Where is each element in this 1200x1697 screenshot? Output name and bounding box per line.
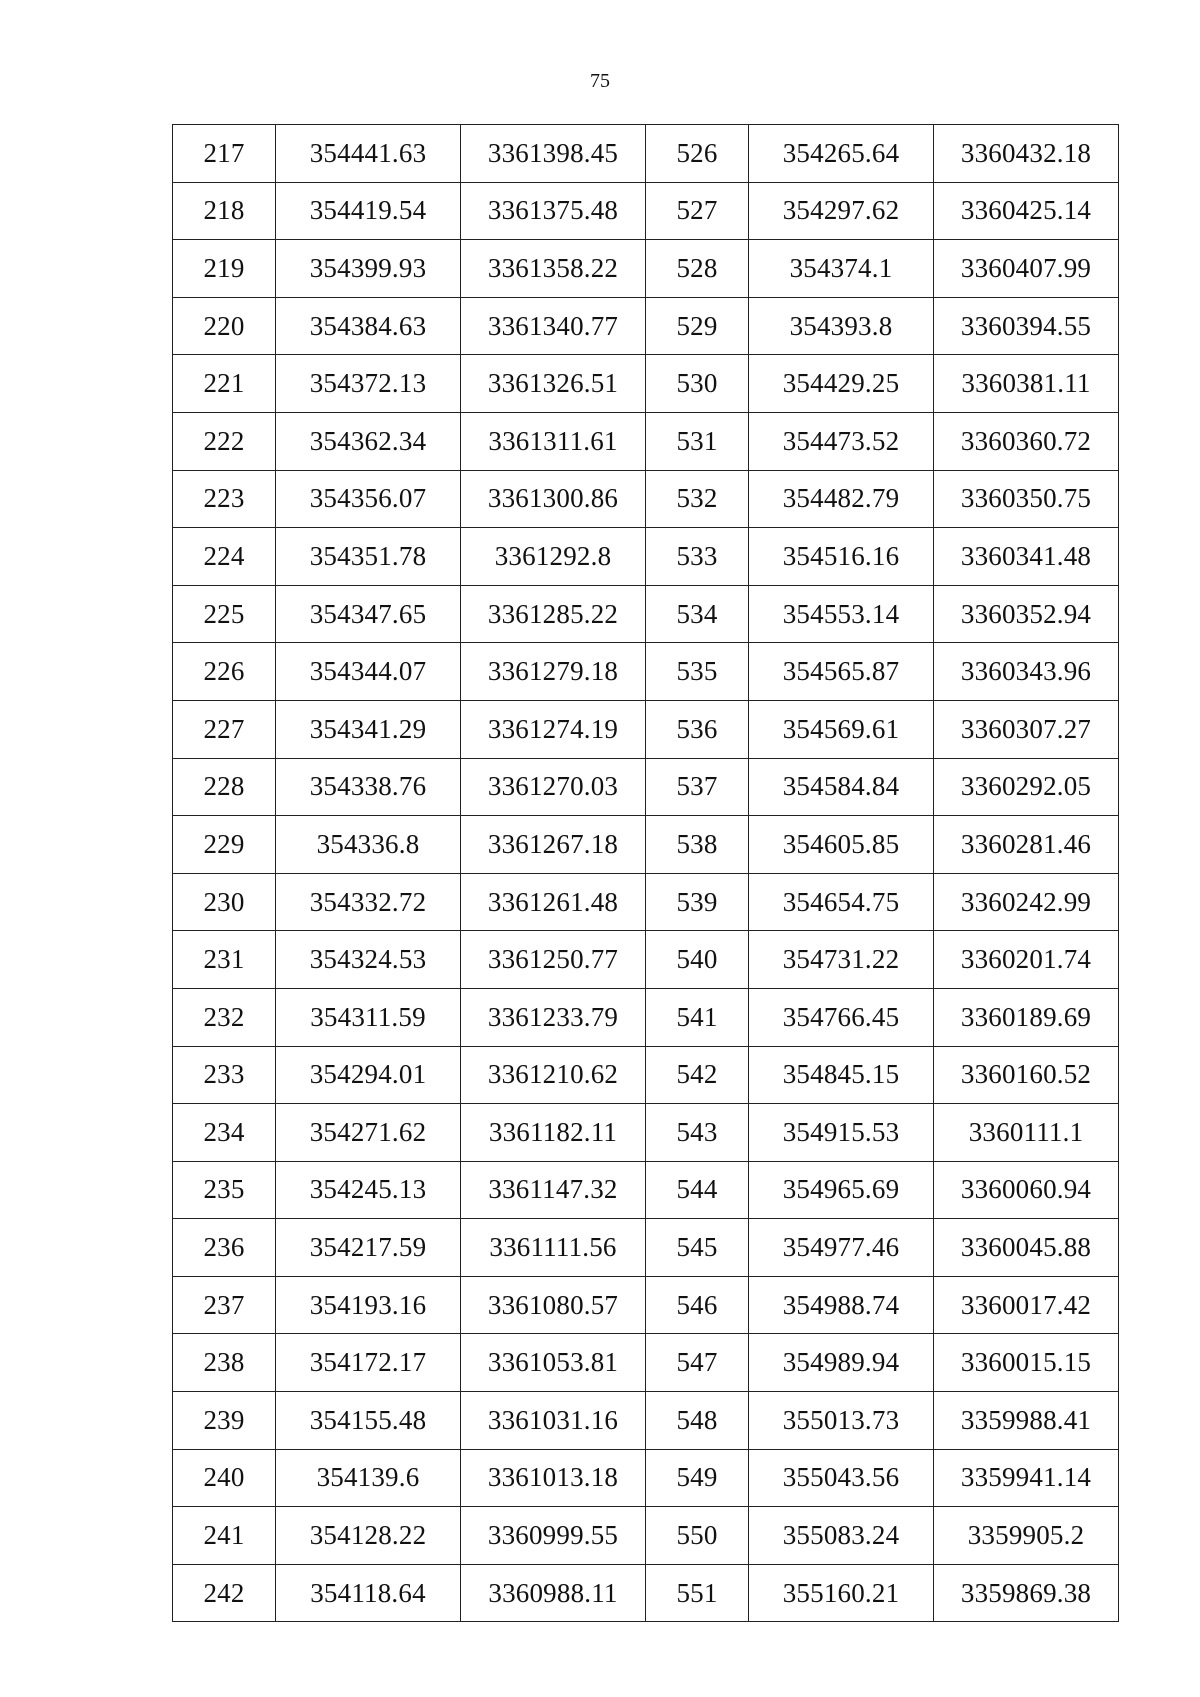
point-id-right-cell: 528: [646, 240, 749, 298]
point-id-right-cell: 530: [646, 355, 749, 413]
x-coord-right-cell: 354393.8: [749, 297, 934, 355]
y-coord-left-cell: 3361358.22: [461, 240, 646, 298]
y-coord-right-cell: 3360017.42: [934, 1276, 1119, 1334]
x-coord-right-cell: 354569.61: [749, 700, 934, 758]
y-coord-right-cell: 3360425.14: [934, 182, 1119, 240]
table-row: [173, 1161, 1119, 1219]
x-coord-left-cell: 354172.17: [276, 1334, 461, 1392]
x-coord-left-cell: 354338.76: [276, 758, 461, 816]
x-coord-left-cell: 354384.63: [276, 297, 461, 355]
y-coord-left-cell: 3361300.86: [461, 470, 646, 528]
table-row: [173, 1276, 1119, 1334]
x-coord-right-cell: 354915.53: [749, 1104, 934, 1162]
table-row: [173, 931, 1119, 989]
point-id-right-cell: 543: [646, 1104, 749, 1162]
point-id-left-cell: 240: [173, 1449, 276, 1507]
point-id-right-cell: 546: [646, 1276, 749, 1334]
y-coord-left-cell: 3361292.8: [461, 528, 646, 586]
x-coord-right-cell: 354473.52: [749, 412, 934, 470]
y-coord-left-cell: 3361279.18: [461, 643, 646, 701]
x-coord-left-cell: 354341.29: [276, 700, 461, 758]
table-row: [173, 297, 1119, 355]
coordinate-table-body: [173, 125, 1119, 1622]
x-coord-left-cell: 354351.78: [276, 528, 461, 586]
y-coord-right-cell: 3359988.41: [934, 1392, 1119, 1450]
x-coord-left-cell: 354332.72: [276, 873, 461, 931]
point-id-left-cell: 235: [173, 1161, 276, 1219]
point-id-right-cell: 534: [646, 585, 749, 643]
y-coord-right-cell: 3360352.94: [934, 585, 1119, 643]
y-coord-right-cell: 3359869.38: [934, 1564, 1119, 1622]
y-coord-left-cell: 3361031.16: [461, 1392, 646, 1450]
x-coord-left-cell: 354347.65: [276, 585, 461, 643]
point-id-right-cell: 537: [646, 758, 749, 816]
y-coord-left-cell: 3361013.18: [461, 1449, 646, 1507]
point-id-left-cell: 236: [173, 1219, 276, 1277]
y-coord-left-cell: 3361270.03: [461, 758, 646, 816]
y-coord-right-cell: 3360111.1: [934, 1104, 1119, 1162]
x-coord-right-cell: 354845.15: [749, 1046, 934, 1104]
point-id-right-cell: 529: [646, 297, 749, 355]
x-coord-right-cell: 354766.45: [749, 988, 934, 1046]
x-coord-left-cell: 354356.07: [276, 470, 461, 528]
x-coord-left-cell: 354362.34: [276, 412, 461, 470]
y-coord-right-cell: 3360060.94: [934, 1161, 1119, 1219]
y-coord-left-cell: 3361233.79: [461, 988, 646, 1046]
point-id-left-cell: 218: [173, 182, 276, 240]
x-coord-right-cell: 354989.94: [749, 1334, 934, 1392]
point-id-right-cell: 544: [646, 1161, 749, 1219]
point-id-left-cell: 221: [173, 355, 276, 413]
point-id-left-cell: 233: [173, 1046, 276, 1104]
y-coord-left-cell: 3361267.18: [461, 816, 646, 874]
point-id-left-cell: 231: [173, 931, 276, 989]
x-coord-right-cell: 354977.46: [749, 1219, 934, 1277]
x-coord-left-cell: 354294.01: [276, 1046, 461, 1104]
y-coord-right-cell: 3360292.05: [934, 758, 1119, 816]
x-coord-left-cell: 354336.8: [276, 816, 461, 874]
x-coord-right-cell: 355043.56: [749, 1449, 934, 1507]
page-number: 75: [590, 70, 610, 92]
point-id-right-cell: 548: [646, 1392, 749, 1450]
table-row: [173, 1334, 1119, 1392]
y-coord-left-cell: 3361274.19: [461, 700, 646, 758]
y-coord-left-cell: 3361326.51: [461, 355, 646, 413]
table-row: [173, 1219, 1119, 1277]
x-coord-left-cell: 354324.53: [276, 931, 461, 989]
y-coord-left-cell: 3361285.22: [461, 585, 646, 643]
y-coord-left-cell: 3361182.11: [461, 1104, 646, 1162]
x-coord-left-cell: 354441.63: [276, 125, 461, 183]
x-coord-right-cell: 354482.79: [749, 470, 934, 528]
x-coord-right-cell: 355160.21: [749, 1564, 934, 1622]
table-row: [173, 1507, 1119, 1565]
table-row: [173, 585, 1119, 643]
x-coord-right-cell: 354654.75: [749, 873, 934, 931]
y-coord-right-cell: 3360407.99: [934, 240, 1119, 298]
y-coord-right-cell: 3360281.46: [934, 816, 1119, 874]
y-coord-right-cell: 3360242.99: [934, 873, 1119, 931]
x-coord-right-cell: 354988.74: [749, 1276, 934, 1334]
point-id-right-cell: 540: [646, 931, 749, 989]
point-id-right-cell: 533: [646, 528, 749, 586]
x-coord-right-cell: 354965.69: [749, 1161, 934, 1219]
x-coord-right-cell: 354429.25: [749, 355, 934, 413]
x-coord-right-cell: 354516.16: [749, 528, 934, 586]
y-coord-right-cell: 3359905.2: [934, 1507, 1119, 1565]
x-coord-left-cell: 354419.54: [276, 182, 461, 240]
point-id-left-cell: 226: [173, 643, 276, 701]
table-row: [173, 182, 1119, 240]
point-id-left-cell: 219: [173, 240, 276, 298]
y-coord-right-cell: 3360360.72: [934, 412, 1119, 470]
point-id-right-cell: 541: [646, 988, 749, 1046]
point-id-right-cell: 526: [646, 125, 749, 183]
x-coord-right-cell: 355083.24: [749, 1507, 934, 1565]
y-coord-left-cell: 3361398.45: [461, 125, 646, 183]
point-id-right-cell: 527: [646, 182, 749, 240]
y-coord-right-cell: 3360189.69: [934, 988, 1119, 1046]
point-id-left-cell: 217: [173, 125, 276, 183]
x-coord-left-cell: 354128.22: [276, 1507, 461, 1565]
point-id-left-cell: 232: [173, 988, 276, 1046]
table-row: [173, 988, 1119, 1046]
table-row: [173, 1104, 1119, 1162]
y-coord-left-cell: 3361147.32: [461, 1161, 646, 1219]
point-id-left-cell: 220: [173, 297, 276, 355]
point-id-left-cell: 242: [173, 1564, 276, 1622]
y-coord-right-cell: 3360350.75: [934, 470, 1119, 528]
point-id-left-cell: 234: [173, 1104, 276, 1162]
x-coord-left-cell: 354118.64: [276, 1564, 461, 1622]
x-coord-right-cell: 355013.73: [749, 1392, 934, 1450]
x-coord-left-cell: 354271.62: [276, 1104, 461, 1162]
y-coord-left-cell: 3360999.55: [461, 1507, 646, 1565]
coordinate-table: [172, 124, 1119, 1622]
x-coord-left-cell: 354155.48: [276, 1392, 461, 1450]
point-id-right-cell: 539: [646, 873, 749, 931]
point-id-left-cell: 224: [173, 528, 276, 586]
x-coord-left-cell: 354372.13: [276, 355, 461, 413]
y-coord-right-cell: 3360307.27: [934, 700, 1119, 758]
y-coord-right-cell: 3360160.52: [934, 1046, 1119, 1104]
y-coord-right-cell: 3360015.15: [934, 1334, 1119, 1392]
y-coord-right-cell: 3360394.55: [934, 297, 1119, 355]
y-coord-left-cell: 3361080.57: [461, 1276, 646, 1334]
point-id-right-cell: 532: [646, 470, 749, 528]
table-row: [173, 873, 1119, 931]
table-row: [173, 528, 1119, 586]
point-id-right-cell: 535: [646, 643, 749, 701]
y-coord-right-cell: 3360201.74: [934, 931, 1119, 989]
point-id-left-cell: 229: [173, 816, 276, 874]
x-coord-left-cell: 354193.16: [276, 1276, 461, 1334]
x-coord-right-cell: 354584.84: [749, 758, 934, 816]
x-coord-left-cell: 354139.6: [276, 1449, 461, 1507]
y-coord-right-cell: 3360045.88: [934, 1219, 1119, 1277]
point-id-left-cell: 223: [173, 470, 276, 528]
point-id-left-cell: 222: [173, 412, 276, 470]
point-id-left-cell: 239: [173, 1392, 276, 1450]
y-coord-left-cell: 3361111.56: [461, 1219, 646, 1277]
point-id-right-cell: 531: [646, 412, 749, 470]
point-id-left-cell: 237: [173, 1276, 276, 1334]
x-coord-left-cell: 354311.59: [276, 988, 461, 1046]
table-row: [173, 240, 1119, 298]
point-id-right-cell: 551: [646, 1564, 749, 1622]
x-coord-left-cell: 354344.07: [276, 643, 461, 701]
x-coord-right-cell: 354553.14: [749, 585, 934, 643]
x-coord-right-cell: 354565.87: [749, 643, 934, 701]
table-row: [173, 412, 1119, 470]
point-id-right-cell: 536: [646, 700, 749, 758]
point-id-left-cell: 241: [173, 1507, 276, 1565]
table-row: [173, 1564, 1119, 1622]
y-coord-right-cell: 3360341.48: [934, 528, 1119, 586]
table-row: [173, 1392, 1119, 1450]
point-id-right-cell: 547: [646, 1334, 749, 1392]
y-coord-left-cell: 3361375.48: [461, 182, 646, 240]
table-row: [173, 1046, 1119, 1104]
y-coord-left-cell: 3361210.62: [461, 1046, 646, 1104]
y-coord-right-cell: 3360381.11: [934, 355, 1119, 413]
point-id-right-cell: 550: [646, 1507, 749, 1565]
y-coord-left-cell: 3361311.61: [461, 412, 646, 470]
y-coord-right-cell: 3359941.14: [934, 1449, 1119, 1507]
point-id-right-cell: 545: [646, 1219, 749, 1277]
x-coord-left-cell: 354245.13: [276, 1161, 461, 1219]
table-row: [173, 816, 1119, 874]
point-id-left-cell: 227: [173, 700, 276, 758]
table-row: [173, 355, 1119, 413]
y-coord-left-cell: 3361340.77: [461, 297, 646, 355]
table-row: [173, 643, 1119, 701]
x-coord-right-cell: 354374.1: [749, 240, 934, 298]
x-coord-right-cell: 354297.62: [749, 182, 934, 240]
y-coord-right-cell: 3360343.96: [934, 643, 1119, 701]
point-id-left-cell: 230: [173, 873, 276, 931]
table-row: [173, 125, 1119, 183]
point-id-right-cell: 549: [646, 1449, 749, 1507]
y-coord-left-cell: 3361053.81: [461, 1334, 646, 1392]
point-id-left-cell: 228: [173, 758, 276, 816]
point-id-right-cell: 542: [646, 1046, 749, 1104]
table-row: [173, 700, 1119, 758]
table-row: [173, 470, 1119, 528]
y-coord-left-cell: 3361250.77: [461, 931, 646, 989]
y-coord-left-cell: 3360988.11: [461, 1564, 646, 1622]
table-row: [173, 758, 1119, 816]
x-coord-left-cell: 354399.93: [276, 240, 461, 298]
y-coord-left-cell: 3361261.48: [461, 873, 646, 931]
x-coord-left-cell: 354217.59: [276, 1219, 461, 1277]
point-id-right-cell: 538: [646, 816, 749, 874]
x-coord-right-cell: 354731.22: [749, 931, 934, 989]
y-coord-right-cell: 3360432.18: [934, 125, 1119, 183]
point-id-left-cell: 225: [173, 585, 276, 643]
table-row: [173, 1449, 1119, 1507]
point-id-left-cell: 238: [173, 1334, 276, 1392]
x-coord-right-cell: 354605.85: [749, 816, 934, 874]
x-coord-right-cell: 354265.64: [749, 125, 934, 183]
